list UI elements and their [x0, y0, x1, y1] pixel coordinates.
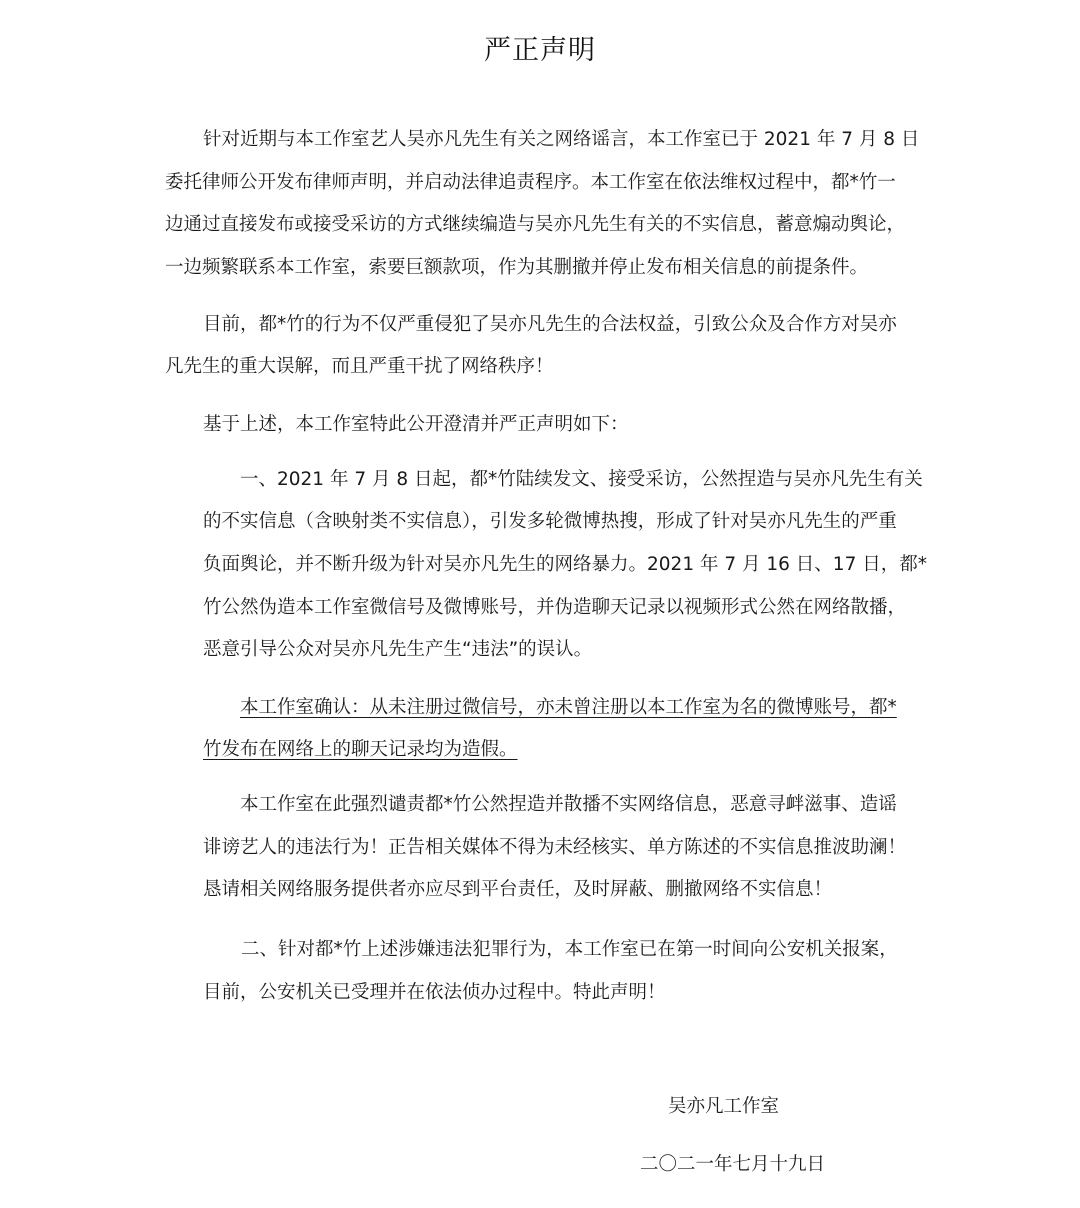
text-line: 一边频繁联系本工作室，索要巨额款项，作为其删撤并停止发布相关信息的前提条件。 — [165, 257, 869, 278]
text-line: 竹公然伪造本工作室微信号及微博账号，并伪造聊天记录以视频形式公然在网络散播， — [203, 597, 907, 618]
date: 二〇二一年七月十九日 — [640, 1154, 826, 1175]
underlined-text-line: 本工作室确认：从未注册过微信号，亦未曾注册以本工作室为名的微博账号，都* — [240, 697, 897, 718]
text-line: 二、针对都*竹上述涉嫌违法犯罪行为，本工作室已在第一时间向公安机关报案， — [241, 939, 898, 960]
text-line: 恳请相关网络服务提供者亦应尽到平台责任，及时屏蔽、删撤网络不实信息！ — [203, 879, 833, 900]
text-line: 一、2021 年 7 月 8 日起，都*竹陆续发文、接受采访，公然捏造与吴亦凡先生有关 — [240, 469, 923, 490]
document-title: 严正声明 — [484, 35, 596, 66]
text-line: 本工作室在此强烈谴责都*竹公然捏造并散播不实网络信息，恶意寻衅滋事、造谣 — [240, 794, 897, 815]
text-line: 针对近期与本工作室艺人吴亦凡先生有关之网络谣言，本工作室已于 2021 年 7 月 8 日 — [203, 129, 920, 150]
text-line: 基于上述，本工作室特此公开澄清并严正声明如下： — [203, 414, 629, 435]
text-line: 诽谤艺人的违法行为！正告相关媒体不得为未经核实、单方陈述的不实信息推波助澜！ — [203, 837, 907, 858]
text-line: 的不实信息（含映射类不实信息），引发多轮微博热搜，形成了针对吴亦凡先生的严重 — [203, 511, 897, 532]
text-line: 目前，都*竹的行为不仅严重侵犯了吴亦凡先生的合法权益，引致公众及合作方对吴亦 — [203, 314, 897, 335]
text-line: 边通过直接发布或接受采访的方式继续编造与吴亦凡先生有关的不实信息，蓄意煽动舆论， — [165, 214, 906, 235]
text-line: 凡先生的重大误解，而且严重干扰了网络秩序！ — [165, 356, 554, 377]
signature: 吴亦凡工作室 — [668, 1096, 780, 1117]
text-line: 负面舆论，并不断升级为针对吴亦凡先生的网络暴力。2021 年 7 月 16 日、17 日，都* — [203, 554, 927, 575]
text-line: 恶意引导公众对吴亦凡先生产生“违法”的误认。 — [203, 639, 593, 660]
underlined-text-line: 竹发布在网络上的聊天记录均为造假。 — [203, 739, 518, 760]
text-line: 目前，公安机关已受理并在依法侦办过程中。特此声明！ — [203, 982, 666, 1003]
text-line: 委托律师公开发布律师声明，并启动法律追责程序。本工作室在依法维权过程中，都*竹一 — [165, 172, 896, 193]
